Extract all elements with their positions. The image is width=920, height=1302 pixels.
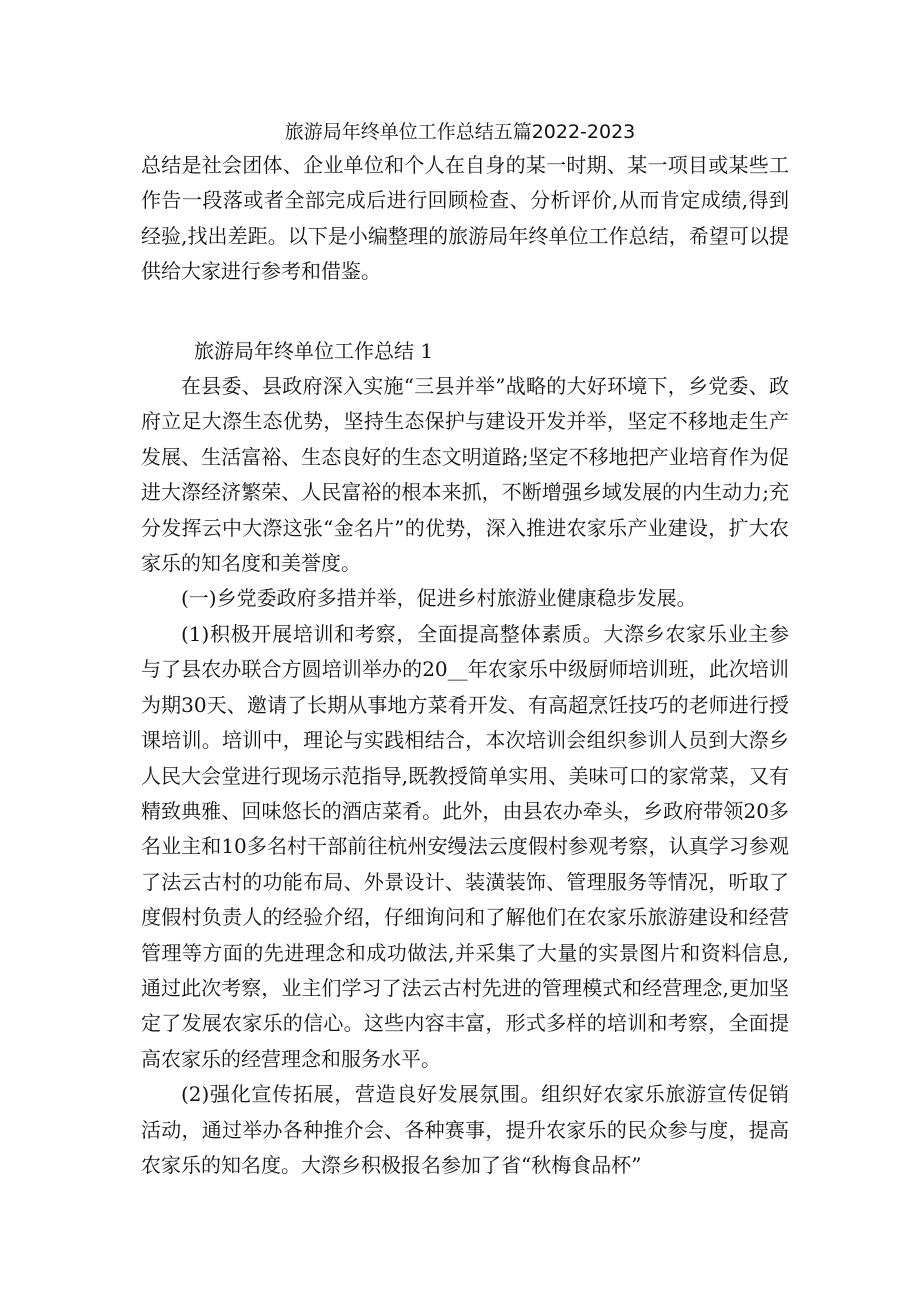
section-heading: 旅游局年终单位工作总结 1 xyxy=(194,338,434,363)
document-title: 旅游局年终单位工作总结五篇2022-2023 xyxy=(284,121,636,143)
intro-paragraph: 总结是社会团体、企业单位和个人在自身的某一时期、某一项目或某些工作告一段落或者全部完成后进行回顾检查、分析评价,从而肯定成绩,得到经验,找出差距。以下是小编整理的旅游局年终单位工作总结，希望可以提供给大家进行参考和借鉴。 xyxy=(141,153,789,284)
body-paragraph: (1)积极开展培训和考察，全面提高整体素质。大漈乡农家乐业主参与了县农办联合方圆培训举办的20__年农家乐中级厨师培训班，此次培训为期30天、邀请了长期从事地方菜肴开发、有高超烹饪技巧的老师进行授课培训。培训中，理论与实践相结合，本次培训会组织参训人员到大漈乡人民大会堂进行现场示范指导,既教授简单实用、美味可口的家常菜，又有精致典雅、回味悠长的酒店菜肴。此外，由县农办牵头，乡政府带领20多名业主和10多名村干部前往杭州安缦法云度假村参观考察，认真学习参观了法云古村的功能布局、外景设计、装潢装饰、管理服务等情况，听取了度假村负责人的经验介绍，仔细询问和了解他们在农家乐旅游建设和经营管理等方面的先进理念和成功做法,并采集了大量的实景图片和资料信息,通过此次考察，业主们学习了法云古村先进的管理模式和经营理念,更加坚定了发展农家乐的信心。这些内容丰富，形式多样的培训和考察，全面提高农家乐的经营理念和服务水平。 xyxy=(141,621,789,1071)
body-paragraph: (一)乡党委政府多措并举，促进乡村旅游业健康稳步发展。 xyxy=(181,586,697,611)
document-body xyxy=(141,148,789,1183)
paragraph-gap xyxy=(141,290,789,334)
body-paragraph: 在县委、县政府深入实施“三县并举”战略的大好环境下，乡党委、政府立足大漈生态优势，坚持生态保护与建设开发并举，坚定不移地走生产发展、生活富裕、生态良好的生态文明道路;坚定不移地把产业培育作为促进大漈经济繁荣、人民富裕的根本来抓，不断增强乡域发展的内生动力;充分发挥云中大漈这张“金名片”的优势，深入推进农家乐产业建设，扩大农家乐的知名度和美誉度。 xyxy=(141,374,789,576)
body-paragraph: (2)强化宣传拓展，营造良好发展氛围。组织好农家乐旅游宣传促销活动，通过举办各种推介会、各种赛事，提升农家乐的民众参与度，提高农家乐的知名度。大漈乡积极报名参加了省“秋梅食品杯” xyxy=(141,1082,789,1177)
